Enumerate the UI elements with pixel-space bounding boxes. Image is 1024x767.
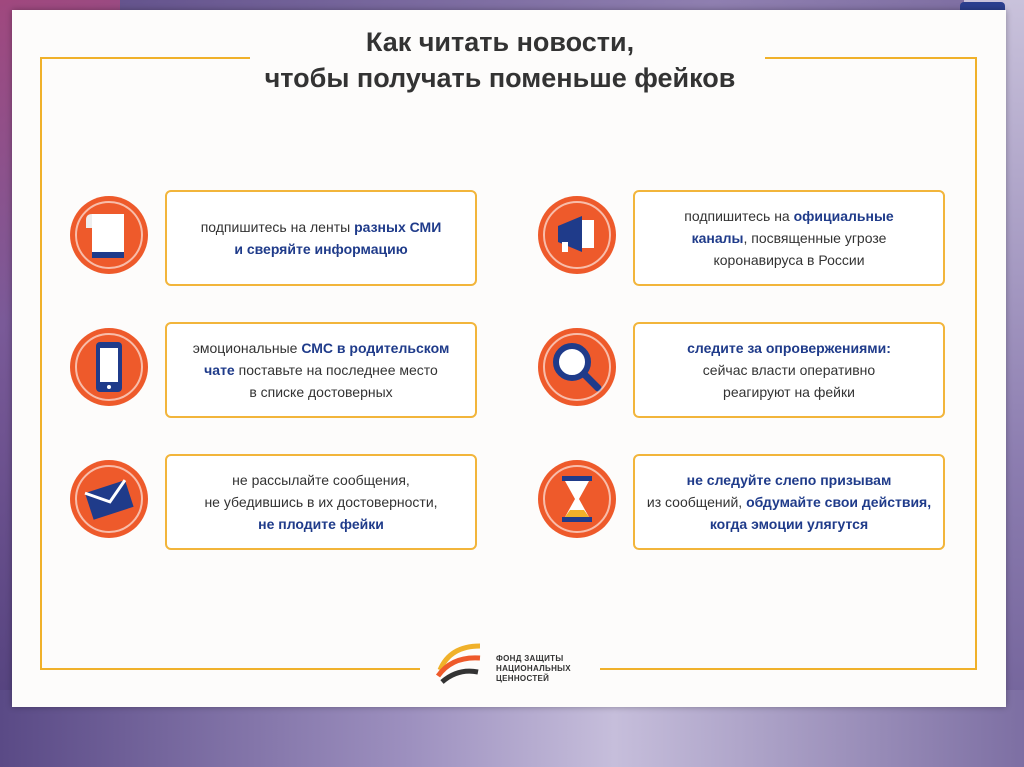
tip-4-line3: реагируют на фейки — [723, 384, 855, 400]
tip-box-1 — [165, 190, 477, 286]
tip-5-line1: не рассылайте сообщения, — [232, 472, 410, 488]
megaphone-icon — [538, 196, 616, 274]
tip-box-3 — [165, 322, 477, 418]
tip-1-line2: и сверяйте информацию — [234, 241, 408, 257]
tip-box-6 — [633, 454, 945, 550]
tip-box-5 — [165, 454, 477, 550]
tip-box-4 — [633, 322, 945, 418]
fund-logo-icon — [432, 640, 490, 686]
frame-bottom-right — [600, 668, 977, 670]
magnifier-icon — [538, 328, 616, 406]
frame-top-left — [40, 57, 250, 59]
smartphone-icon — [70, 328, 148, 406]
logo-line-2: НАЦИОНАЛЬНЫХ — [496, 664, 571, 673]
tip-2-line2-hl: каналы — [691, 230, 744, 246]
logo-line-1: ФОНД ЗАЩИТЫ — [496, 654, 564, 663]
tip-5-line2: не убедившись в их достоверности, — [204, 494, 438, 510]
logo-line-3: ЦЕННОСТЕЙ — [496, 674, 550, 683]
tip-4-highlight: следите за опровержениями: — [687, 340, 891, 356]
tip-6-highlight: не следуйте слепо призывам — [686, 472, 892, 488]
tip-box-2 — [633, 190, 945, 286]
tip-1-text: подпишитесь на ленты — [200, 219, 355, 235]
tip-6-line3: когда эмоции улягутся — [709, 516, 869, 532]
tip-2-line3: коронавируса в России — [713, 252, 865, 268]
title-line-2: чтобы получать поменьше фейков — [264, 63, 736, 93]
hourglass-icon — [538, 460, 616, 538]
frame-left — [40, 57, 42, 668]
tip-6-line2-bold: обдумайте свои действия, — [746, 494, 932, 510]
fund-logo-text — [496, 654, 571, 684]
tip-3-line2: поставьте на последнее место — [234, 362, 438, 378]
frame-bottom-left — [40, 668, 420, 670]
title-line-1: Как читать новости, — [365, 27, 635, 57]
tip-3-text: эмоциональные — [192, 340, 302, 356]
tip-1-highlight: разных СМИ — [354, 219, 442, 235]
tip-4-line2: сейчас власти оперативно — [702, 362, 876, 378]
frame-top-right — [765, 57, 975, 59]
tip-6-line2: из сообщений, — [646, 494, 747, 510]
tip-5-line3: не плодите фейки — [258, 516, 384, 532]
envelope-icon — [70, 460, 148, 538]
tip-2-highlight: официальные — [793, 208, 894, 224]
tip-3-line3: в списке достоверных — [249, 384, 393, 400]
tip-3-highlight: СМС в родительском — [301, 340, 450, 356]
page-title — [240, 24, 760, 96]
tip-2-text: подпишитесь на — [684, 208, 794, 224]
frame-right — [975, 57, 977, 668]
document-icon — [70, 196, 148, 274]
tip-3-line2-hl: чате — [204, 362, 235, 378]
tip-2-line2: , посвященные угрозе — [743, 230, 887, 246]
